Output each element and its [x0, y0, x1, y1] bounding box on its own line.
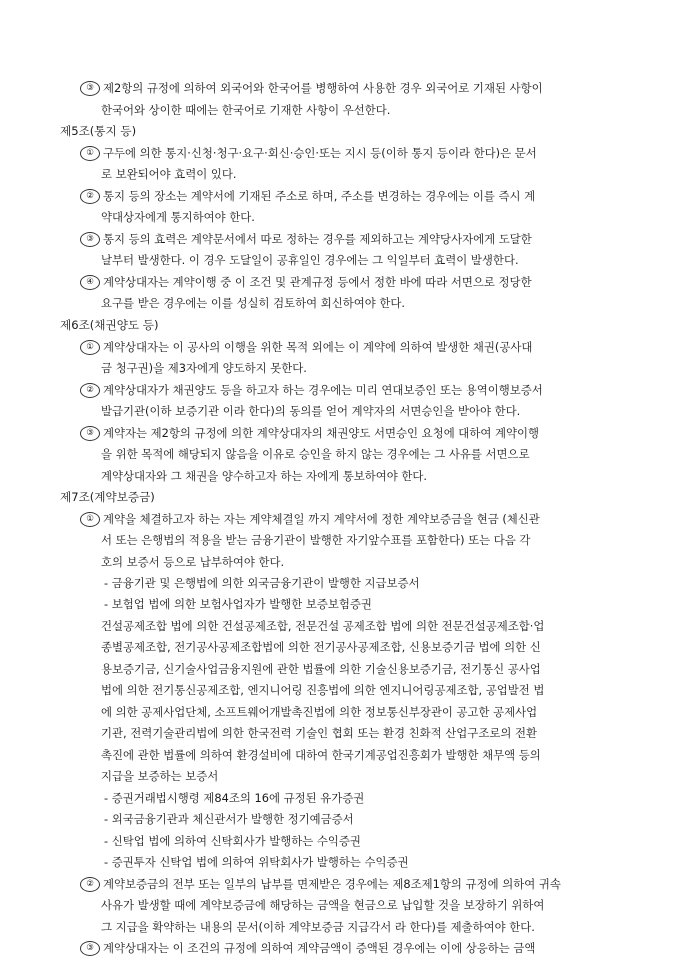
item-number: ③: [80, 426, 100, 441]
article-heading: 제5조(통지 등): [60, 124, 137, 138]
paragraph-line: 기관, 전력기술관리법에 의한 한국전력 기술인 협회 또는 환경 친화적 산업구조로의 전환: [101, 726, 537, 740]
paragraph-line: ③ 계약상대자는 이 조건의 규정에 의하여 계약금액이 증액된 경우에는 이에 상응하는 금액: [80, 941, 535, 956]
item-number: ③: [80, 81, 100, 96]
item-number: ②: [80, 877, 100, 892]
list-item: - 외국금융기관과 체신관서가 발행한 정기예금증서: [104, 812, 354, 826]
paragraph-line: 그 지급을 확약하는 내용의 문서(이하 계약보증금 지급각서 라 한다)를 제출하여야 한다.: [101, 920, 535, 934]
paragraph-line: 계약상대자와 그 채권을 양수하고자 하는 자에게 통보하여야 한다.: [101, 469, 428, 483]
paragraph-line: 호의 보증서 등으로 납부하여야 한다.: [101, 555, 285, 569]
paragraph-line: 지급을 보증하는 보증서: [101, 769, 219, 783]
list-item: - 보험업 법에 의한 보험사업자가 발행한 보증보험증권: [104, 597, 372, 611]
paragraph-line: ① 계약상대자는 이 공사의 이행을 위한 목적 외에는 이 계약에 의하여 발생한 채권(공사대: [80, 340, 532, 355]
paragraph-line: 종별공제조합, 전기공사공제조합법에 의한 전기공사공제조합, 신용보증기금 법에 의한 신: [101, 640, 541, 654]
list-item: - 신탁업 법에 의하여 신탁회사가 발행하는 수익증권: [104, 834, 361, 848]
list-item: - 증권투자 신탁업 법에 의하여 위탁회사가 발행하는 수익증권: [104, 855, 409, 869]
paragraph-line: 약대상자에게 통지하여야 한다.: [101, 210, 255, 224]
paragraph-line: 촉진에 관한 법률에 의하여 환경설비에 대하여 한국기계공업진흥회가 발행한 채무액 등의: [101, 748, 541, 762]
paragraph-line: ② 계약상대자가 채권양도 등을 하고자 하는 경우에는 미리 연대보증인 또는 용역이행보증서: [80, 383, 543, 398]
paragraph-line: ④ 계약상대자는 계약이행 중 이 조건 및 관계규정 등에서 정한 바에 따라 서면으로 정당한: [80, 275, 532, 290]
paragraph-line: 사유가 발생할 때에 계약보증금에 해당하는 금액을 현금으로 납입할 것을 보장하기 위하여: [101, 898, 545, 912]
paragraph-line: 서 또는 은행법의 적용을 받는 금융기관이 발행한 자기앞수표를 포함한다) 또는 다음 각: [101, 533, 531, 547]
paragraph-line: 건설공제조합 법에 의한 건설공제조합, 전문건설 공제조합 법에 의한 전문건설공제조합·업: [101, 619, 545, 633]
paragraph-line: ③ 제2항의 규정에 의하여 외국어와 한국어를 병행하여 사용한 경우 외국어로 기재된 사항이: [80, 81, 543, 96]
paragraph-line: 한국어와 상이한 때에는 한국어로 기재한 사항이 우선한다.: [101, 103, 391, 117]
paragraph-line: 날부터 발생한다. 이 경우 도달일이 공휴일인 경우에는 그 익일부터 효력이 발생한다.: [101, 253, 519, 267]
item-number: ①: [80, 146, 100, 161]
paragraph-line: ② 통지 등의 장소는 계약서에 기재된 주소로 하며, 주소를 변경하는 경우에는 이를 즉시 계: [80, 189, 535, 204]
list-item: - 금융기관 및 은행법에 의한 외국금융기관이 발행한 지급보증서: [104, 576, 420, 590]
article-heading: 제6조(채권양도 등): [60, 318, 159, 332]
paragraph-line: 요구를 받은 경우에는 이를 성실히 검토하여 회신하여야 한다.: [101, 296, 406, 310]
paragraph-line: ② 계약보증금의 전부 또는 일부의 납부를 면제받은 경우에는 제8조제1항의 규정에 의하여 귀속: [80, 877, 561, 892]
item-number: ②: [80, 383, 100, 398]
item-number: ④: [80, 275, 100, 290]
paragraph-line: ③ 계약자는 제2항의 규정에 의한 계약상대자의 채권양도 서면승인 요청에 대하여 계약이행: [80, 426, 539, 441]
paragraph-line: 로 보완되어야 효력이 있다.: [101, 167, 237, 181]
item-number: ③: [80, 232, 100, 247]
item-number: ①: [80, 512, 100, 527]
list-item: - 증권거래법시행령 제84조의 16에 규정된 유가증권: [104, 791, 365, 805]
item-number: ②: [80, 189, 100, 204]
paragraph-line: 에 의한 공제사업단체, 소프트웨어개발촉진법에 의한 정보통신부장관이 공고한 공제사업: [101, 705, 538, 719]
paragraph-line: 금 청구권)을 제3자에게 양도하지 못한다.: [101, 361, 307, 375]
item-number: ③: [80, 941, 100, 956]
paragraph-line: 을 위한 목적에 해당되지 않음을 이유로 승인을 하지 않는 경우에는 그 사유를 서면으로: [101, 447, 530, 461]
item-number: ①: [80, 340, 100, 355]
paragraph-line: 용보증기금, 신기술사업금융지원에 관한 법률에 의한 기술신용보증기금, 전기통신 공사업: [101, 662, 541, 676]
paragraph-line: ③ 통지 등의 효력은 계약문서에서 따로 정하는 경우를 제외하고는 계약당사자에게 도달한: [80, 232, 532, 247]
paragraph-line: ① 계약을 체결하고자 하는 자는 계약체결일 까지 계약서에 정한 계약보증금을 현금 (체신관: [80, 512, 540, 527]
article-heading: 제7조(계약보증금): [60, 490, 155, 504]
paragraph-line: 법에 의한 전기통신공제조합, 엔지니어링 진흥법에 의한 엔지니어링공제조합, 공업발전 법: [101, 683, 545, 697]
paragraph-line: 발급기관(이하 보증기관 이라 한다)의 동의를 얻어 계약자의 서면승인을 받아야 한다.: [101, 404, 521, 418]
paragraph-line: ① 구두에 의한 통지·신청·청구·요구·회신·승인·또는 지시 등(이하 통지 등이라 한다)은 문서: [80, 146, 537, 161]
